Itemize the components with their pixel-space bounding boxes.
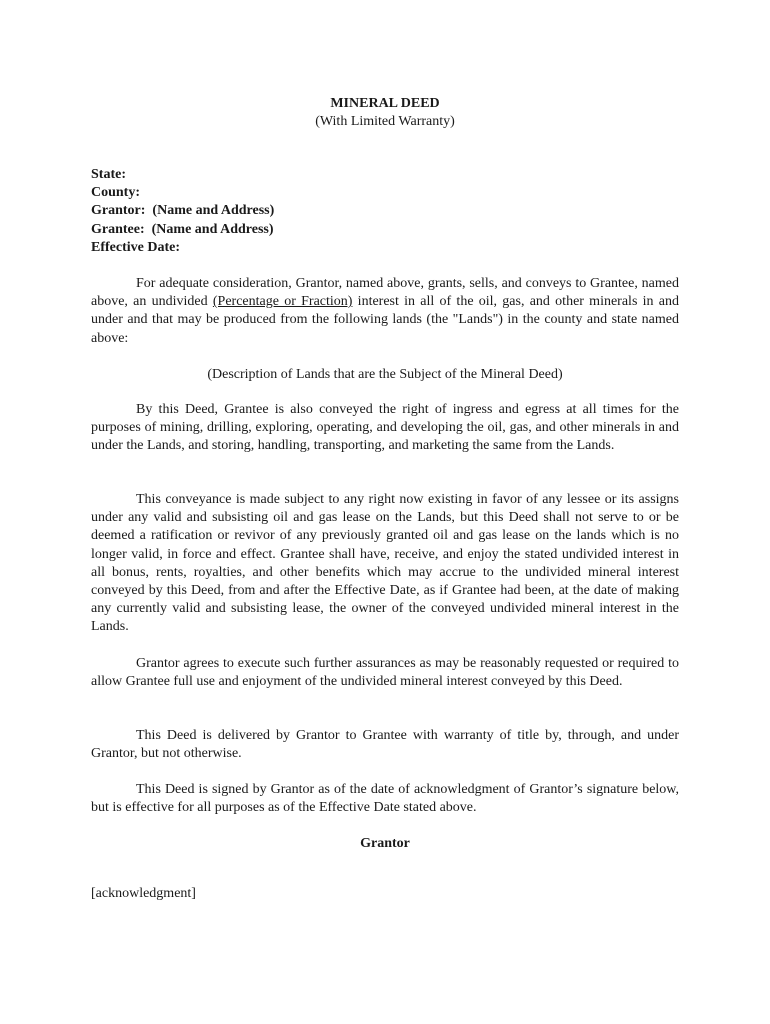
signature-label: Grantor (360, 836, 410, 851)
paragraph-signature-terms: This Deed is signed by Grantor as of the date of acknowledgment of Grantor’s signature below, but is effective for all purposes as of the Effective Date stated above. (91, 782, 679, 816)
paragraph-conveyance-before: For adequate consideration, Grantor, named above, grants, sells, and conveys to Grantee, named above, an undivided (91, 276, 679, 310)
field-county: County: (91, 185, 141, 201)
field-grantee: Grantee: (Name and Address) (91, 221, 274, 237)
paragraph-further-assurances: Grantor agrees to execute such further assurances as may be reasonably requested or required to allow Grantee full use and enjoyment of the undivided mineral interest conveyed by this Deed. (91, 656, 679, 690)
field-state: State: (91, 167, 126, 182)
acknowledgment-placeholder: [acknowledgment] (91, 886, 196, 901)
field-effective-date: Effective Date: (91, 239, 181, 255)
header-fields (91, 166, 681, 257)
paragraph-lease-subject: This conveyance is made subject to any right now existing in favor of any lessee or its assigns under any valid and subsisting oil and gas lease on the Lands, but this Deed shall not serve to or be deemed a ratification or revivor of any previously granted oil and gas lease on the lands which is no longer valid, in force and effect. Grantee shall have, receive, and enjoy the stated undivided interest in all bonus, rents, royalties, and other benefits which may accrue to the undivided mineral interest conveyed by this Deed, from and after the Effective Date, as if Grantee had been, at the date of making any currently valid and subsisting lease, the owner of the conveyed undivided mineral interest in the Lands. (91, 492, 679, 635)
land-description-placeholder: (Description of Lands that are the Subject of the Mineral Deed) (207, 367, 563, 382)
document-title: MINERAL DEED (330, 96, 440, 111)
field-grantor: Grantor: (Name and Address) (91, 203, 275, 219)
paragraph-ingress-egress: By this Deed, Grantee is also conveyed the right of ingress and egress at all times for the purposes of mining, drilling, exploring, operating, and developing the oil, gas, and other minerals in and under the Lands, and storing, handling, transporting, and marketing the same from the Lands. (91, 402, 679, 454)
interest-placeholder: (Percentage or Fraction) (212, 294, 353, 310)
paragraph-warranty: This Deed is delivered by Grantor to Grantee with warranty of title by, through, and under Grantor, but not otherwise. (91, 728, 679, 762)
paragraph-conveyance (91, 275, 679, 348)
paragraph-conveyance-after: interest in all of the oil, gas, and other minerals in and under and that may be produced from the following lands (the "Lands") in the county and state named above: (91, 294, 679, 346)
document-subtitle: (With Limited Warranty) (315, 114, 455, 129)
